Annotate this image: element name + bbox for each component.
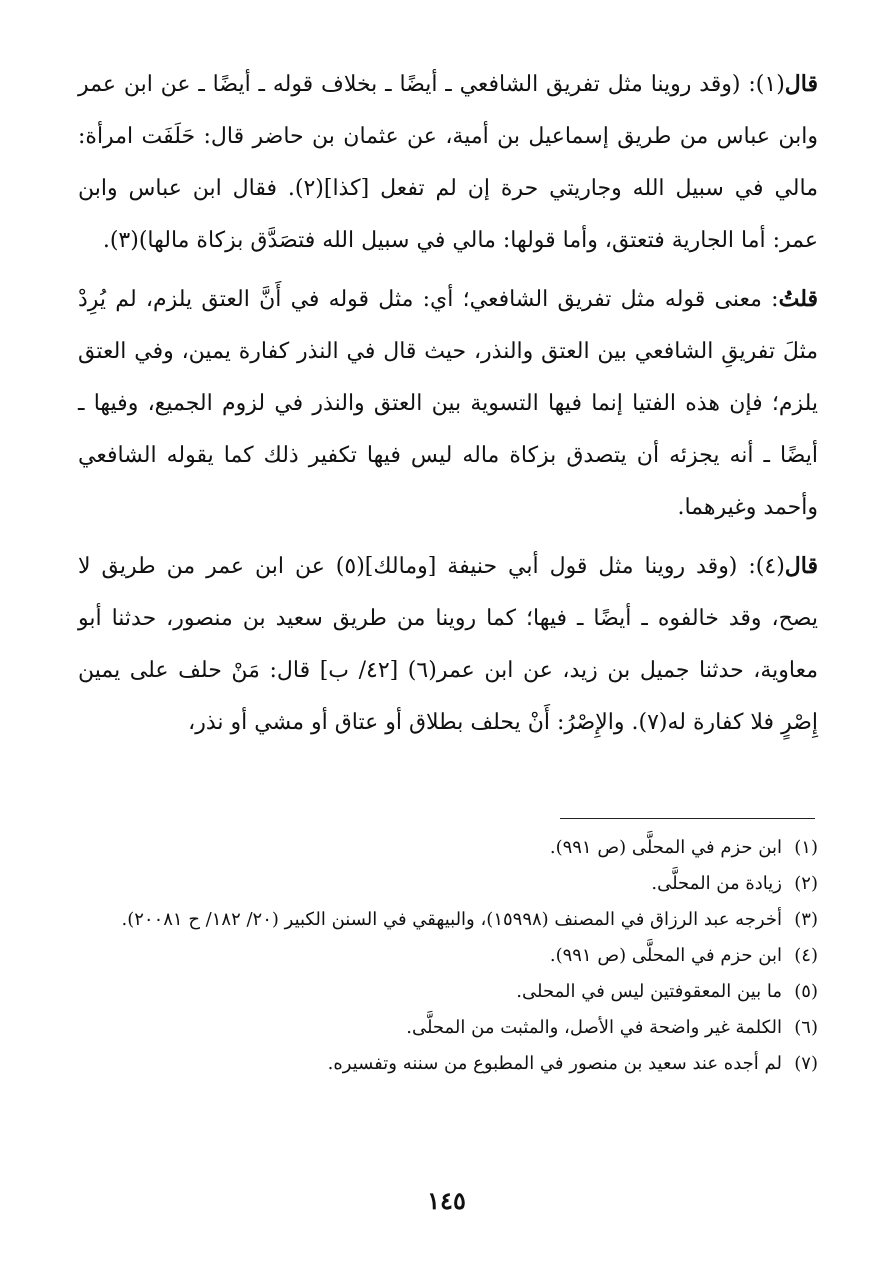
footnote-number: (٥) bbox=[794, 981, 818, 1002]
footnote-4 bbox=[78, 938, 818, 974]
paragraph-3 bbox=[78, 540, 818, 749]
footnote-7 bbox=[78, 1046, 818, 1082]
footnote-text: ابن حزم في المحلَّى (ص ٩٩١). bbox=[549, 837, 782, 858]
paragraph-1 bbox=[78, 58, 818, 267]
footnote-separator bbox=[560, 818, 815, 819]
page-number: ١٤٥ bbox=[427, 1186, 466, 1215]
footnote-3 bbox=[78, 902, 818, 938]
footnote-6 bbox=[78, 1010, 818, 1046]
footnote-text: ابن حزم في المحلَّى (ص ٩٩١). bbox=[549, 945, 782, 966]
footnote-number: (٢) bbox=[794, 873, 818, 894]
footnote-number: (٣) bbox=[794, 909, 818, 930]
footnote-text: أخرجه عبد الرزاق في المصنف (١٥٩٩٨)، والبيهقي في السنن الكبير (٢٠/ ١٨٢/ ح ٢٠٠٨١). bbox=[121, 909, 782, 930]
paragraph-lead: قلتُ bbox=[778, 286, 818, 312]
paragraph-2 bbox=[78, 273, 818, 534]
paragraph-text: (١): (وقد روينا مثل تفريق الشافعي ـ أيضًا ـ بخلاف قوله ـ أيضًا ـ عن ابن عمر وابن عباس من طريق إسماعيل بن أمية، عن عثمان بن حاضر قال: حَلَفَت امرأة: مالي في سبيل الله وجاريتي حرة إن لم تفعل [كذا](٢). فقال ابن عباس وابن عمر: أما الجارية فتعتق، وأما قولها: مالي في سبيل الله فتصَدَّق بزكاة مالها)(٣). bbox=[78, 72, 819, 253]
footnote-text: الكلمة غير واضحة في الأصل، والمثبت من المحلَّى. bbox=[406, 1017, 782, 1038]
footnote-number: (١) bbox=[794, 837, 818, 858]
footnote-number: (٦) bbox=[794, 1017, 818, 1038]
paragraph-text: : معنى قوله مثل تفريق الشافعي؛ أي: مثل قوله في أَنَّ العتق يلزم، لم يُرِدْ مثلَ تفريقِ الشافعي بين العتق والنذر، حيث قال في النذر كفارة يمين، وفي العتق يلزم؛ فإن هذه الفتيا إنما فيها التسوية بين العتق والنذر في لزوم الجميع، وفيها ـ أيضًا ـ أنه يجزئه أن يتصدق بزكاة ماله ليس فيها تكفير ذلك كما يقوله الشافعي وأحمد وغيرهما. bbox=[78, 287, 818, 520]
footnote-1 bbox=[78, 830, 818, 866]
paragraph-text: (٤): (وقد روينا مثل قول أبي حنيفة [ومالك](٥) عن ابن عمر من طريق لا يصح، وقد خالفوه ـ أيضًا ـ فيها؛ كما روينا من طريق سعيد بن منصور، حدثنا أبو معاوية، حدثنا جميل بن زيد، عن ابن عمر(٦) [٤٢/ ب] قال: مَنْ حلف على يمين إِصْرٍ فلا كفارة له(٧). والإِصْرُ: أَنْ يحلف بطلاق أو عتاق أو مشي أو نذر، bbox=[78, 554, 818, 735]
footnote-text: ما بين المعقوفتين ليس في المحلى. bbox=[516, 981, 782, 1002]
main-text bbox=[78, 58, 818, 749]
paragraph-lead: قال bbox=[784, 71, 818, 97]
footnotes-list bbox=[78, 830, 818, 1082]
paragraph-lead: قال bbox=[784, 553, 818, 579]
footnote-number: (٤) bbox=[794, 945, 818, 966]
footnote-text: لم أجده عند سعيد بن منصور في المطبوع من سننه وتفسيره. bbox=[327, 1053, 782, 1074]
footnote-5 bbox=[78, 974, 818, 1010]
footnote-number: (٧) bbox=[794, 1053, 818, 1074]
footnote-2 bbox=[78, 866, 818, 902]
footnote-text: زيادة من المحلَّى. bbox=[651, 873, 782, 894]
